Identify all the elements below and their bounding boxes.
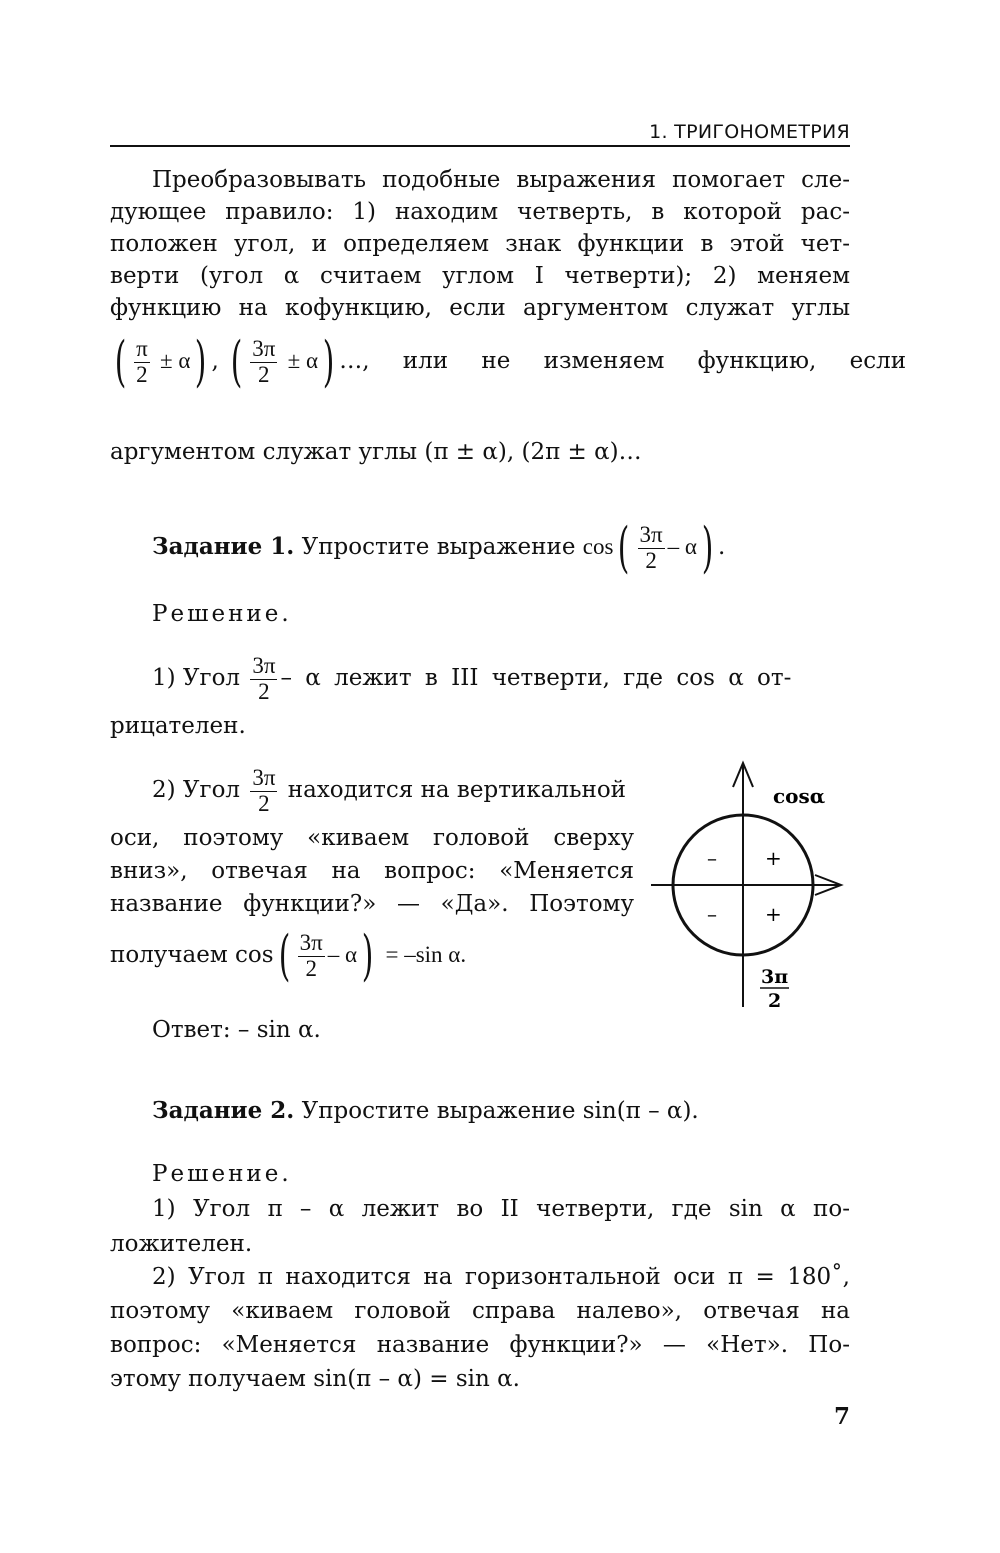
quadrant-sign-bottom-left: –	[707, 902, 717, 926]
task1-step2-line4: название функции?» — «Да». Поэтому	[110, 891, 634, 917]
right-paren: )	[701, 516, 714, 579]
left-paren: (	[618, 516, 630, 579]
left-paren: (	[278, 924, 290, 987]
running-header: 1. ТРИГОНОМЕТРИЯ	[649, 121, 850, 143]
intro-line-1: Преобразовывать подобные выражения помогает сле-	[152, 167, 850, 193]
task2-step2-line2: поэтому «киваем головой справа налево», отвечая на	[110, 1298, 850, 1324]
task2-step2-line1: 2) Угол π находится на горизонтальной оси π = 180˚,	[152, 1264, 850, 1290]
task1-step2-line2: оси, поэтому «киваем головой сверху	[110, 825, 634, 851]
left-paren: (	[114, 330, 127, 393]
task2-solution-label: Решение.	[152, 1161, 292, 1187]
task2-step2-line4: этому получаем sin(π – α) = sin α.	[110, 1366, 520, 1392]
task2-heading	[152, 1095, 850, 1127]
task1-step2-line5-fraction: $\frac{3\pi}{2}$	[299, 930, 323, 981]
task1-expr-tail: – α	[667, 534, 697, 559]
intro-line-4: верти (угол α считаем углом I четверти); 2) меняем	[110, 263, 850, 289]
two-denominator: 2	[768, 990, 782, 1012]
pm-alpha: ± α	[160, 348, 191, 373]
fraction-pi-over-2: $\frac{\pi}{2}$	[136, 336, 148, 387]
task1-heading: Задание 1. Упростите выражение cos( $\frac{3\pi}{2}$ – α) .	[152, 516, 726, 579]
fraction-3pi-over-2: $\frac{3\pi}{2}$	[252, 336, 276, 387]
quadrant-sign-top-left: –	[707, 846, 717, 870]
task2-label: Задание 2.	[152, 1097, 295, 1124]
task1-answer: Ответ: – sin α.	[152, 1017, 321, 1043]
right-paren: )	[361, 924, 374, 987]
three-pi-numerator: 3π	[761, 966, 789, 988]
page-number: 7	[833, 1403, 850, 1430]
cos-alpha-label: cosα	[773, 784, 826, 808]
task1-step2-fraction: $\frac{3\pi}{2}$	[252, 765, 276, 816]
unit-circle-diagram	[645, 755, 850, 1015]
task1-step1: 1) Угол $\frac{3\pi}{2}$ – α лежит в III четверти, где cos α от-	[152, 653, 792, 704]
intro-line-2: дующее правило: 1) находим четверть, в которой рас-	[110, 199, 850, 225]
task1-step2-line3: вниз», отвечая на вопрос: «Меняется	[110, 858, 634, 884]
intro-line-6-tail: …, или не изменяем функцию, если	[339, 348, 907, 374]
task1-fraction: $\frac{3\pi}{2}$	[639, 522, 663, 573]
task1-solution-label: Решение.	[152, 601, 292, 627]
quadrant-sign-bottom-right: +	[765, 902, 782, 926]
task1-text: Упростите выражение	[301, 534, 576, 560]
intro-line-7: аргументом служат углы (π ± α), (2π ± α)…	[110, 439, 642, 465]
left-paren: (	[230, 330, 243, 393]
task2-step2-line3: вопрос: «Меняется название функции?» — «Нет». По-	[110, 1332, 850, 1358]
intro-line-3: положен угол, и определяем знак функции в этой чет-	[110, 231, 850, 257]
task1-step1-line2: рицателен.	[110, 713, 246, 739]
header-rule	[110, 145, 850, 147]
task2-text: Упростите выражение sin(π – α).	[301, 1098, 699, 1124]
right-paren: )	[195, 330, 207, 393]
task2-step1-line1: 1) Угол π – α лежит во II четверти, где sin α по-	[152, 1196, 850, 1222]
task1-step2-line5: получаем cos( $\frac{3\pi}{2}$ – α) = –sin α.	[110, 924, 467, 987]
right-paren: )	[322, 330, 335, 393]
task1-step1-fraction: $\frac{3\pi}{2}$	[252, 653, 276, 704]
task1-step2: 2) Угол $\frac{3\pi}{2}$ находится на вертикальной	[152, 765, 626, 816]
task2-step1-line2: ложителен.	[110, 1231, 253, 1257]
task1-fn: cos	[582, 534, 614, 559]
intro-line-6: ( $\frac{\pi}{2}$ ± α) , ( $\frac{3\pi}{2}$ ± α) …, или не изменяем функцию, если	[114, 330, 907, 393]
pm-alpha: ± α	[287, 348, 319, 373]
intro-line-5: функцию на кофункцию, если аргументом служат углы	[110, 295, 850, 321]
quadrant-sign-top-right: +	[765, 846, 782, 870]
task1-label: Задание 1.	[152, 533, 295, 560]
